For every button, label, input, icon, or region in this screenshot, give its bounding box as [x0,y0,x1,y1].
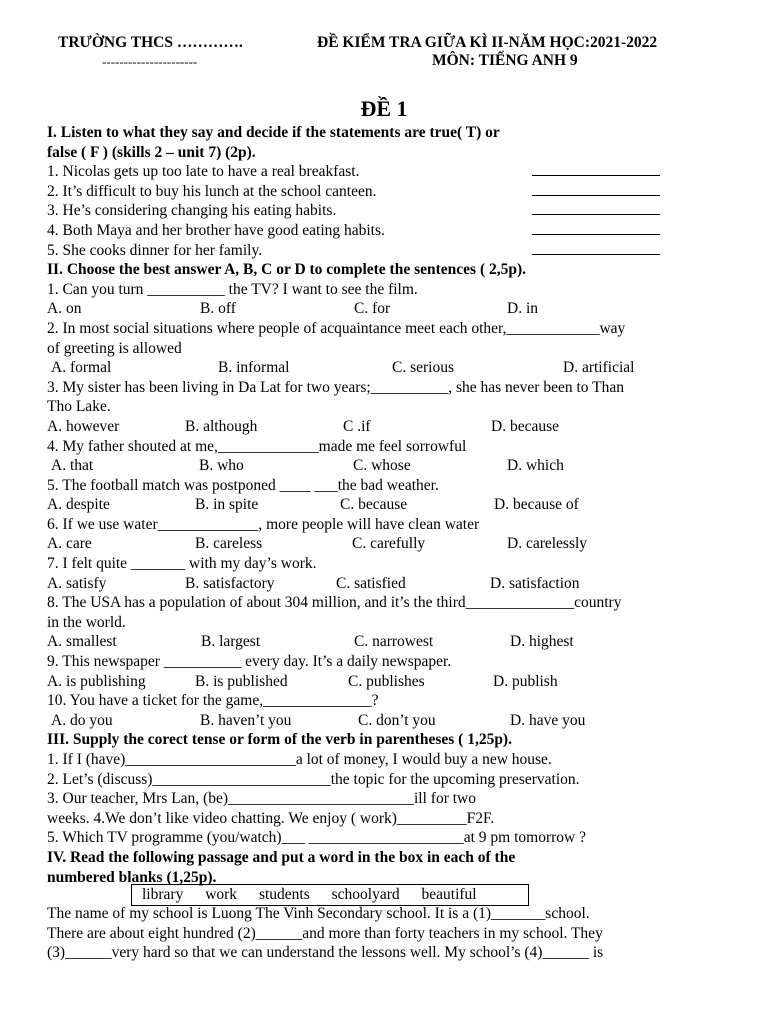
option: B. who [199,457,244,475]
option: D. carelessly [507,535,588,553]
option: A. satisfy [47,574,107,592]
option: D. satisfaction [490,574,580,592]
option: C. satisfied [336,574,406,592]
word: library [142,886,184,903]
item-text: 5. She cooks dinner for her family. [47,241,263,259]
options-row [47,632,747,652]
school-name: TRƯỜNG THCS …………. [58,34,243,51]
options-row [47,574,747,594]
options-row [47,417,747,437]
option: C. narrowest [354,633,434,651]
option: C. serious [392,359,454,377]
part4-heading-cont: numbered blanks (1,25p). [47,868,217,886]
option: A. that [51,457,94,475]
option: A. do you [51,711,113,729]
option: D. have you [510,711,586,729]
option: A. despite [47,496,110,514]
word: work [205,886,238,903]
option: A. on [47,300,82,318]
options-row [47,711,747,731]
answer-blank [532,182,660,202]
answer-blank [532,241,660,261]
option: B. is published [195,672,288,690]
reading-passage [47,904,747,963]
option: D. because of [494,496,579,514]
verb-question: 5. Which TV programme (you/watch)___ ____________________at 9 pm tomorrow ? [47,829,586,847]
options-row [47,358,747,378]
option: A. care [47,535,92,553]
option: C. for [354,300,391,318]
option: D. because [491,417,559,435]
option: B. satisfactory [185,574,275,592]
item-text: 3. He’s considering changing his eating habits. [47,202,337,220]
option: D. in [507,300,538,318]
word-box [131,884,529,906]
question: 5. The football match was postponed ____ ___the bad weather. [47,476,439,494]
part1-item [47,221,747,241]
word: schoolyard [331,886,400,903]
question: 4. My father shouted at me,_____________made me feel sorrowful [47,437,467,455]
part1-item [47,162,747,182]
question: 9. This newspaper __________ every day. It’s a daily newspaper. [47,653,452,671]
question: 6. If we use water_____________, more people will have clean water [47,515,480,533]
options-row [47,495,747,515]
options-row [47,534,747,554]
option: C. don’t you [358,711,436,729]
question: 10. You have a ticket for the game,______________? [47,692,379,710]
option: A. however [47,417,120,435]
answer-blank [532,162,660,182]
question-cont: in the world. [47,613,126,631]
part2-heading: II. Choose the best answer A, B, C or D to complete the sentences ( 2,5p). [47,261,527,279]
option: A. formal [51,359,112,377]
part1-item [47,182,747,202]
exam-code: ĐỀ 1 [360,96,408,121]
item-text: 4. Both Maya and her brother have good eating habits. [47,221,385,239]
option: B. informal [218,359,290,377]
verb-question: 1. If I (have)______________________a lot of money, I would buy a new house. [47,751,552,768]
exam-title: ĐỀ KIỂM TRA GIỮA KÌ II-NĂM HỌC:2021-2022 [317,34,658,51]
options-row [47,456,747,476]
word: students [258,886,310,903]
question: 8. The USA has a population of about 304 million, and it’s the third______________country [47,594,622,612]
option: B. although [185,417,258,435]
option: B. in spite [195,496,259,514]
item-text: 1. Nicolas gets up too late to have a real breakfast. [47,163,360,181]
option: A. is publishing [47,672,146,690]
question: 1. Can you turn __________ the TV? I want to see the film. [47,280,418,298]
word: beautiful [421,886,477,903]
options-row [47,672,747,692]
question: 7. I felt quite _______ with my day’s work. [47,555,317,573]
exam-body [47,123,747,887]
option: B. largest [201,633,261,651]
options-row [47,299,747,319]
part1-item [47,241,747,261]
passage-line: (3)______very hard so that we can understand the lessons well. My school’s (4)______ is [47,944,604,962]
passage-line: The name of my school is Luong The Vinh Secondary school. It is a (1)_______school. [47,905,590,922]
part3-heading: III. Supply the corect tense or form of the verb in parentheses ( 1,25p). [47,731,512,749]
option: D. highest [510,633,574,651]
question-cont: of greeting is allowed [47,339,182,357]
option: D. publish [493,672,558,690]
part1-item [47,201,747,221]
answer-blank [532,201,660,221]
option: C. because [340,496,408,514]
question: 2. In most social situations where people of acquaintance meet each other,____________way [47,319,626,337]
question-cont: Tho Lake. [47,398,111,416]
verb-question: 2. Let’s (discuss)_______________________the topic for the upcoming preservation. [47,770,580,788]
option: D. which [507,457,564,475]
option: D. artificial [563,359,635,377]
option: C. whose [353,457,411,475]
part1-heading: I. Listen to what they say and decide if the statements are true( T) or [47,124,500,141]
verb-question: weeks. 4.We don’t like video chatting. We enjoy ( work)_________F2F. [47,809,495,827]
option: B. careless [195,535,263,553]
option: B. off [200,300,236,318]
part4-heading: IV. Read the following passage and put a word in the box in each of the [47,848,516,866]
option: C .if [343,417,371,435]
option: A. smallest [47,633,117,651]
option: C. publishes [348,672,425,690]
question: 3. My sister has been living in Da Lat for two years;__________, she has never been to Than [47,378,624,396]
answer-blank [532,221,660,241]
option: C. carefully [352,535,426,553]
item-text: 2. It’s difficult to buy his lunch at the school canteen. [47,182,377,200]
verb-question: 3. Our teacher, Mrs Lan, (be)________________________ill for two [47,790,476,808]
school-dashes: ---------------------- [102,54,198,69]
subject-title: MÔN: TIẾNG ANH 9 [432,52,578,69]
part1-heading-cont: false ( F ) (skills 2 – unit 7) (2p). [47,143,256,161]
passage-line: There are about eight hundred (2)______and more than forty teachers in my school. They [47,924,603,942]
option: B. haven’t you [200,711,292,729]
